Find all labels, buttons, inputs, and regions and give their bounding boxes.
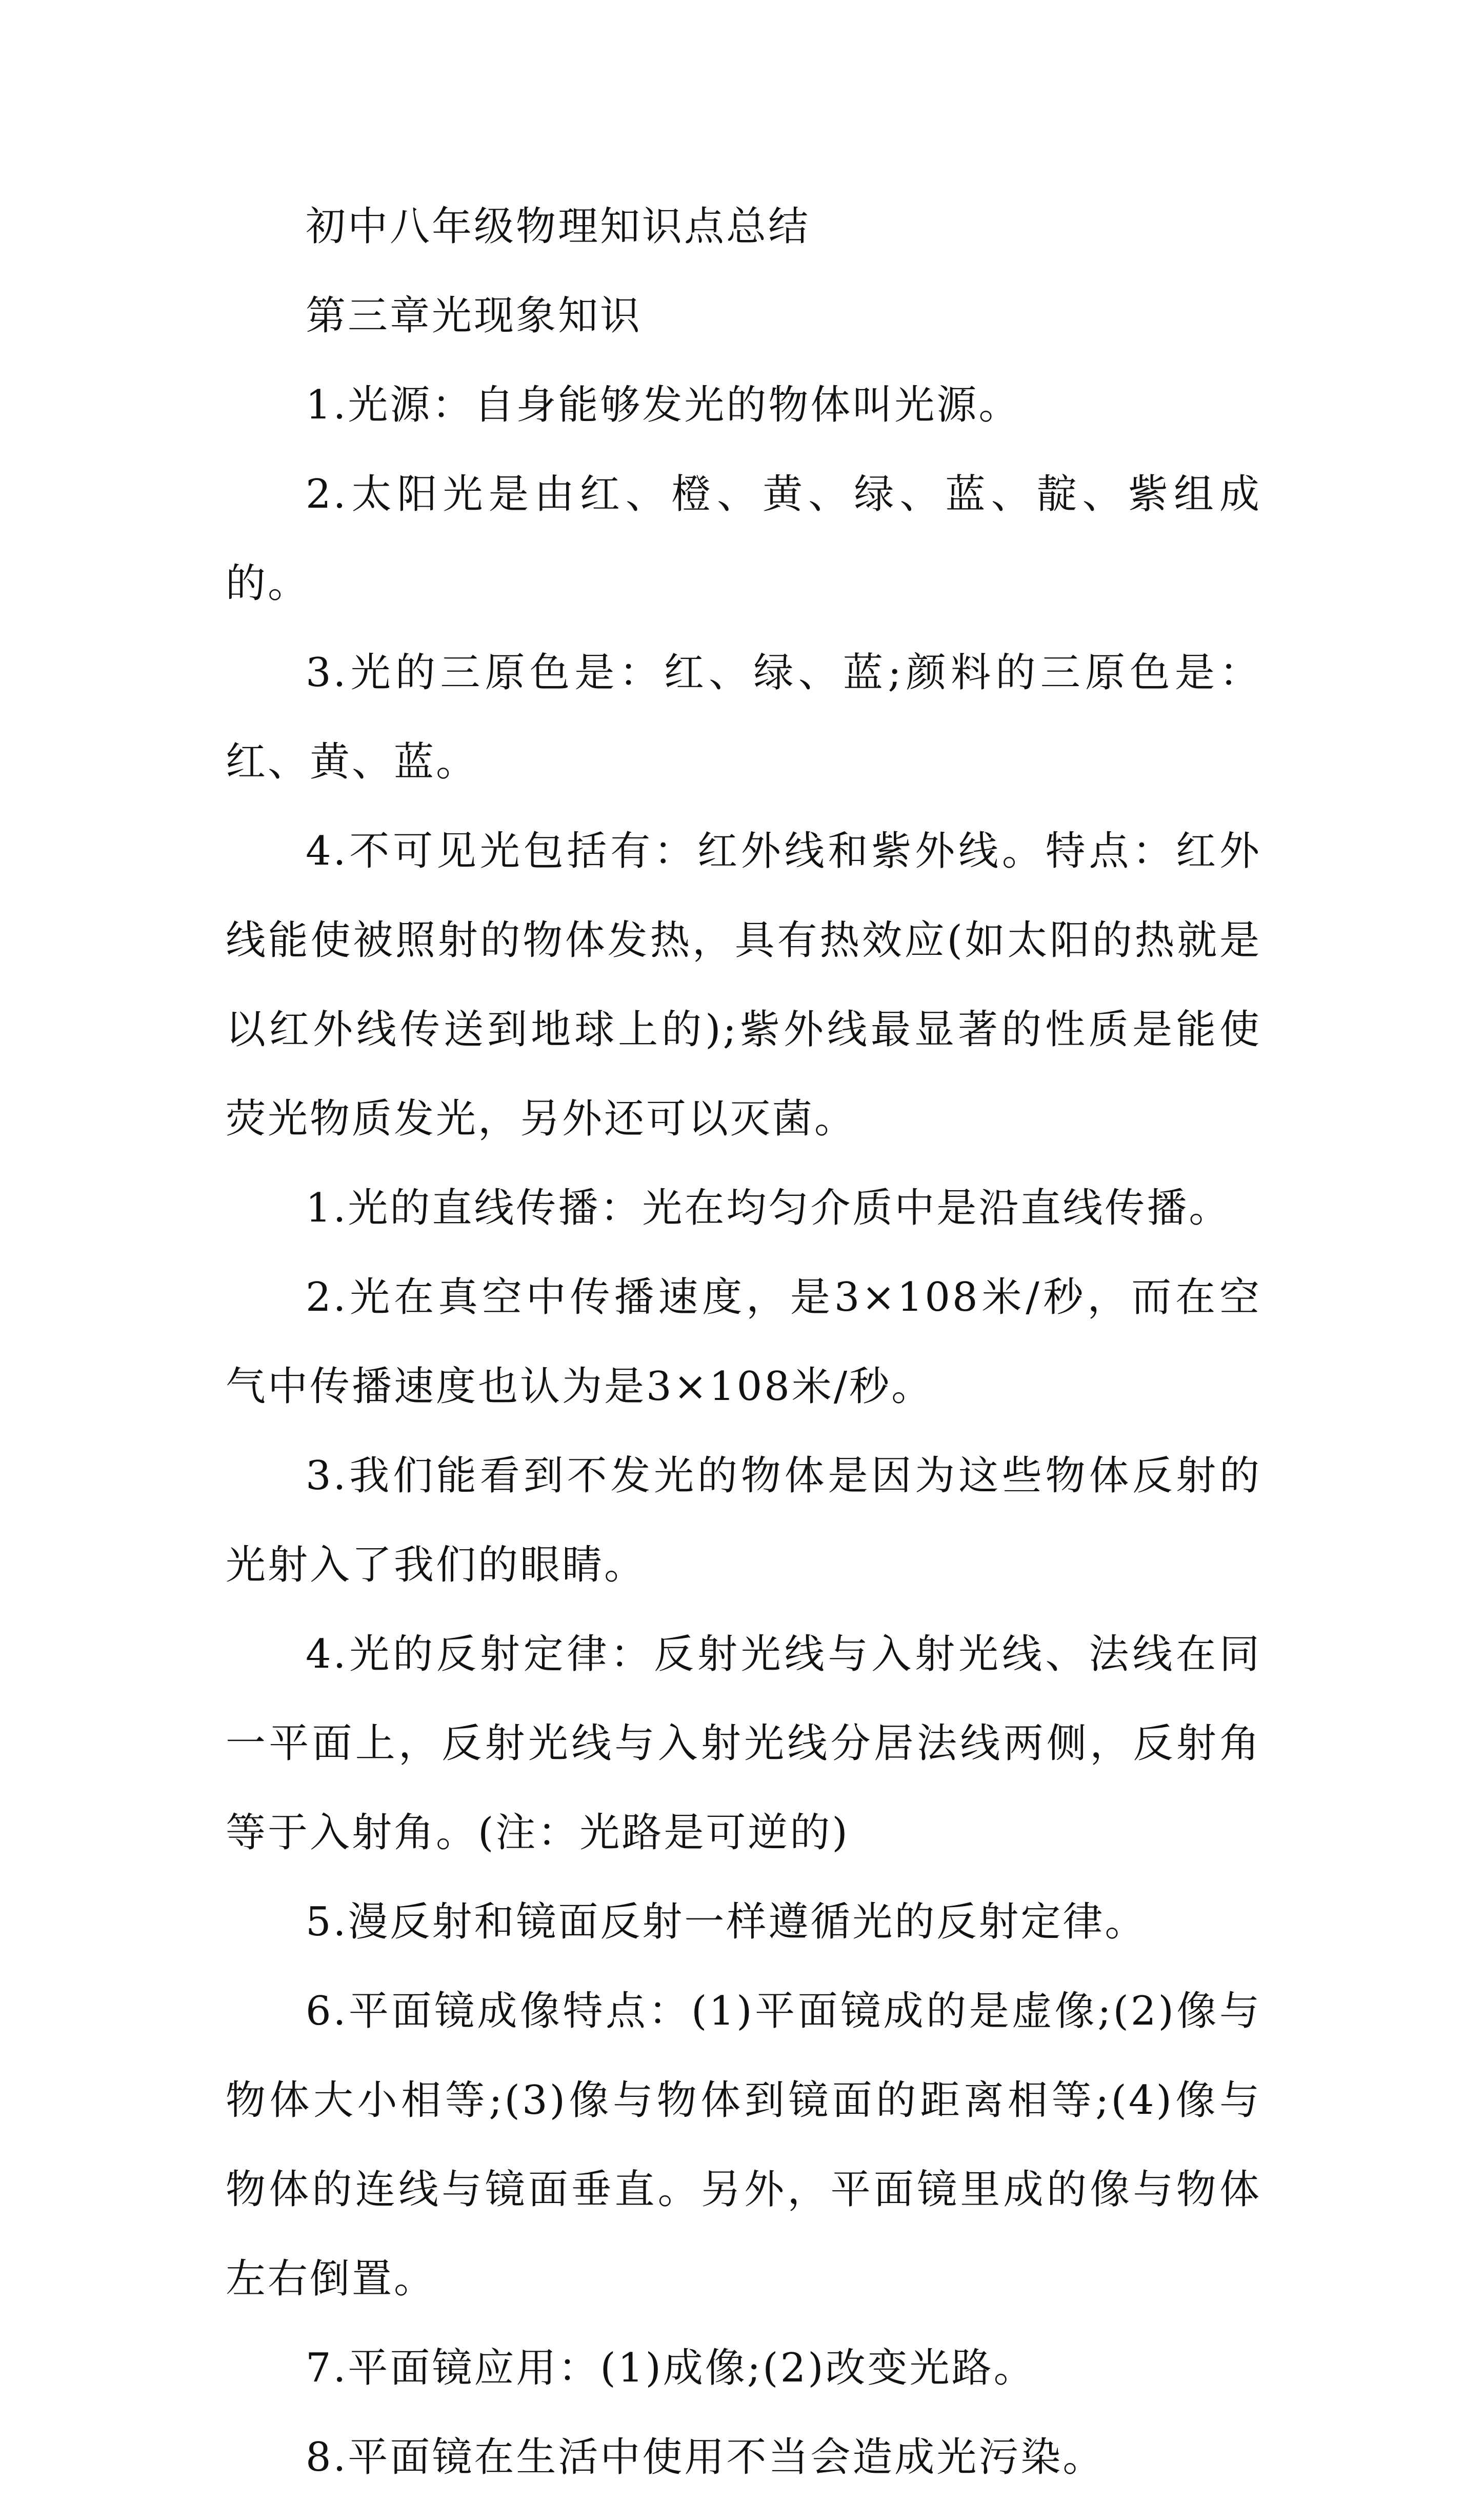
chapter-heading: 第三章光现象知识: [306, 293, 643, 339]
paragraph-sunlight-colors: 2.太阳光是由红、橙、黄、绿、蓝、靛、紫组成的。: [226, 471, 1261, 607]
paragraph-light-source: 1.光源：自身能够发光的物体叫光源。: [306, 382, 1021, 428]
paragraph-plane-mirror-features: 6.平面镜成像特点：(1)平面镜成的是虚像;(2)像与物体大小相等;(3)像与物体到镜面的距离相等;(4)像与物体的连线与镜面垂直。另外，平面镜里成的像与物体左右倒置。: [226, 1988, 1261, 2302]
paragraph-plane-mirror-uses: 7.平面镜应用：(1)成像;(2)改变光路。: [306, 2345, 1036, 2391]
paragraph-speed-of-light: 2.光在真空中传播速度，是3×108米/秒，而在空气中传播速度也认为是3×108米/秒。: [226, 1274, 1261, 1410]
paragraph-diffuse-reflection: 5.漫反射和镜面反射一样遵循光的反射定律。: [306, 1899, 1147, 1945]
paragraph-light-pollution: 8.平面镜在生活中使用不当会造成光污染。: [306, 2434, 1105, 2480]
paragraph-primary-colors: 3.光的三原色是：红、绿、蓝;颜料的三原色是：红、黄、蓝。: [226, 650, 1261, 785]
paragraph-invisible-light: 4.不可见光包括有：红外线和紫外线。特点：红外线能使被照射的物体发热，具有热效应(如太阳的热就是以红外线传送到地球上的);紫外线最显著的性质是能使荧光物质发光，另外还可以灭菌。: [226, 828, 1261, 1142]
paragraph-rectilinear-propagation: 1.光的直线传播：光在均匀介质中是沿直线传播。: [306, 1185, 1231, 1231]
document-body: [226, 182, 1261, 2502]
paragraph-seeing-objects: 3.我们能看到不发光的物体是因为这些物体反射的光射入了我们的眼睛。: [226, 1453, 1261, 1588]
document-title: 初中八年级物理知识点总结: [306, 204, 811, 250]
paragraph-reflection-law: 4.光的反射定律：反射光线与入射光线、法线在同一平面上，反射光线与入射光线分居法线两侧，反射角等于入射角。(注：光路是可逆的): [226, 1631, 1261, 1856]
